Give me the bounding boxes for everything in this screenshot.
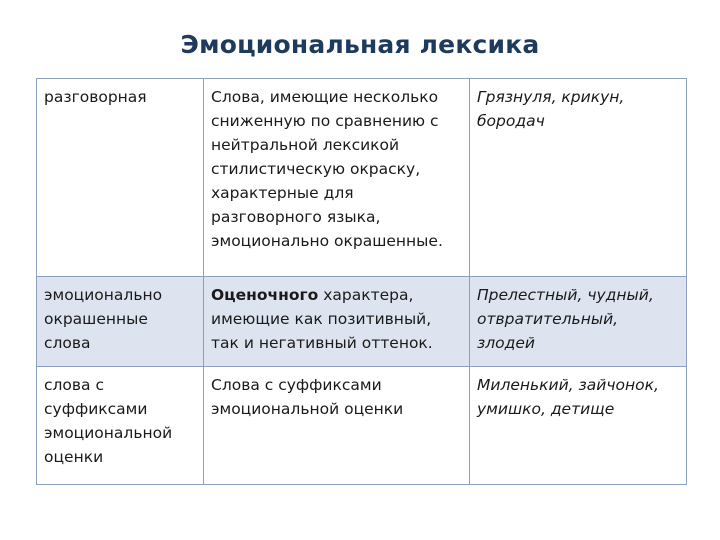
- definition-emphasis: Оценочного: [211, 286, 319, 304]
- definition-text: Слова, имеющие несколько сниженную по сравнению с нейтральной лексикой стилистическую окраску, характерные для разговорного языка, эмоционально окрашенные.: [211, 88, 443, 250]
- definition-cell: [204, 367, 470, 485]
- definition-cell: [204, 79, 470, 277]
- lexicon-table: [36, 78, 687, 485]
- page-title: Эмоциональная лексика: [180, 30, 540, 59]
- definition-text: Слова с суффиксами эмоциональной оценки: [211, 376, 404, 418]
- definition-text: характера, имеющие как позитивный, так и негативный оттенок.: [211, 286, 433, 352]
- table-row: [37, 79, 687, 277]
- examples-cell: Миленький, зайчонок, умишко, детище: [470, 367, 687, 485]
- examples-cell: Прелестный, чудный, отвратительный, злодей: [470, 277, 687, 367]
- table-row: [37, 277, 687, 367]
- type-cell: эмоционально окрашенные слова: [37, 277, 204, 367]
- type-cell: разговорная: [37, 79, 204, 277]
- table-row: [37, 367, 687, 485]
- definition-cell: [204, 277, 470, 367]
- examples-cell: Грязнуля, крикун, бородач: [470, 79, 687, 277]
- type-cell: слова с суффиксами эмоциональной оценки: [37, 367, 204, 485]
